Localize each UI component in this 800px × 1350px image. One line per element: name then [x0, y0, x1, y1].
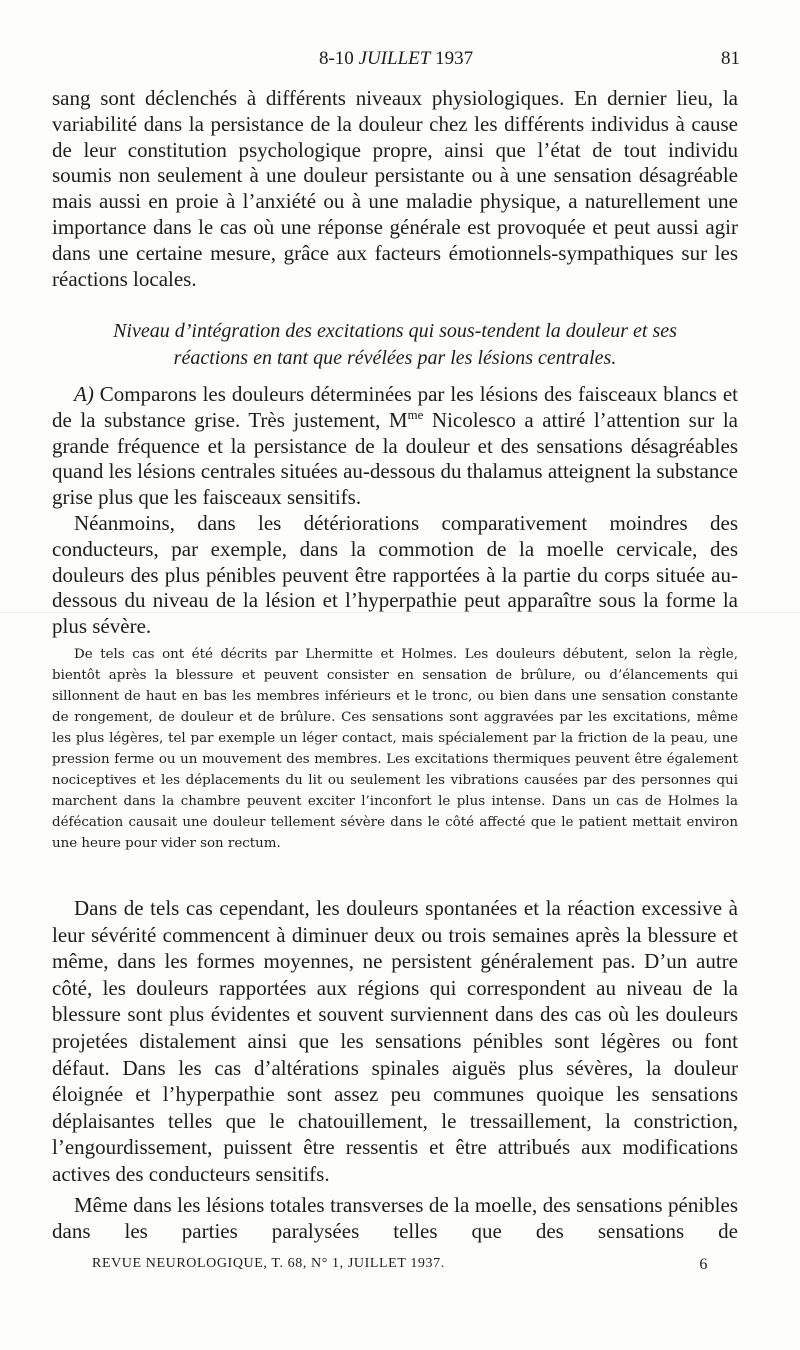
footer-journal-citation: REVUE NEUROLOGIQUE, T. 68, N° 1, JUILLET 1937. — [92, 1256, 445, 1271]
paragraph-a-text-1: Comparons les douleurs déterminées par les lésions des faisceaux blancs et de la substance grise. Très justement, M — [52, 382, 738, 432]
running-head-date: 8-10 — [318, 48, 359, 69]
section-heading-line-2: réactions en tant que révélées par les lésions centrales. — [173, 347, 617, 369]
running-head-year: 1937 — [430, 48, 474, 69]
footer-signature-mark: 6 — [699, 1256, 708, 1273]
paragraph-a-label: A) — [74, 382, 94, 406]
small-print-case-note: De tels cas ont été décrits par Lhermitte et Holmes. Les douleurs débutent, selon la règle, bientôt après la blessure et peuvent consister en sensation de brûlure, ou d’élancements qui sillonnent de haut en bas les membres inférieurs et le tronc, ou bien dans une sensation constante de rongement, de douleur et de brûlure. Ces sensations sont aggravées par les excitations, même les plus légères, tel par exemple un léger contact, mais spécialement par la friction de la peau, une pression ferme ou un mouvement des membres. Les excitations thermiques peuvent être également nociceptives et les déplacements du lit ou seulement les vibrations causées par des personnes qui marchent dans la chambre peuvent exciter l’inconfort le plus intense. Dans un cas de Holmes la défécation causait une douleur tellement sévère dans le côté affecté que le patient mettait environ une heure pour vider son rectum. — [52, 647, 738, 851]
running-head-title — [52, 48, 740, 70]
running-head — [52, 48, 740, 72]
section-heading — [52, 318, 738, 372]
paragraph-a — [52, 382, 738, 511]
paragraph-text: sang sont déclenchés à différents niveaux physiologiques. En dernier lieu, la variabilité dans la persistance de la douleur chez les différents individus à cause de leur constitution psychologique propre, ainsi que l’état de tout individu soumis non seulement à une douleur persistante ou à une sensation désagréable mais aussi en proie à l’anxiété ou à une maladie physique, a naturellement une importance dans le cas où une réponse générale est provoquée et peut aussi agir dans une certaine mesure, grâce aux facteurs émotionnels-sympathiques sur les réactions locales. — [52, 86, 738, 291]
paragraph-meme: Même dans les lésions totales transverses de la moelle, des sensations pénibles dans les parties paralysées telles que des sensations de — [52, 1192, 738, 1244]
paragraph-a-text-2: Nicolesco a attiré l’attention sur la grande fréquence et la persistance de la douleur et des sensations désagréables quand les lésions centrales situées au-dessous du thalamus atteignent la substance grise plus que les faisceaux sensitifs. — [52, 407, 738, 510]
paragraph-neanmoins: Néanmoins, dans les détériorations comparativement moindres des conducteurs, par exemple, dans la commotion de la moelle cervicale, des douleurs des plus pénibles peuvent être rapportées à la partie du corps située au-dessous du niveau de la lésion et l’hyperpathie peut apparaître sous la forme la plus sévère. — [52, 510, 738, 639]
page-number: 81 — [721, 48, 740, 69]
paragraph-a-superscript: me — [407, 406, 424, 422]
section-body-continued — [52, 895, 738, 1245]
paragraph-dans-tels-cas: Dans de tels cas cependant, les douleurs spontanées et la réaction excessive à leur sévérité commencent à diminuer deux ou trois semaines après la blessure et même, dans les formes moyennes, ne persistent généralement pas. D’un autre côté, les douleurs rapportées aux régions qui correspondent au niveau de la blessure sont plus évidentes et souvent surviennent dans des cas où les douleurs projetées distalement ainsi que les sensations pénibles sont légères ou font défaut. Dans les cas d’altérations spinales aiguës plus sévères, la douleur éloignée et l’hyperpathie sont assez peu communes quoique les sensations déplaisantes telles que le chatouillement, le tressaillement, la constriction, l’engourdissement, puissent être ressentis et être attribués aux modifications actives des conducteurs sensitifs. — [52, 896, 738, 1186]
page-footer — [92, 1256, 708, 1278]
section-heading-line-1: Niveau d’intégration des excitations qui sous-tendent la douleur et ses — [113, 320, 677, 342]
section-body — [52, 382, 738, 640]
paragraph-continuation — [52, 86, 738, 292]
running-head-month: JUILLET — [358, 48, 431, 69]
